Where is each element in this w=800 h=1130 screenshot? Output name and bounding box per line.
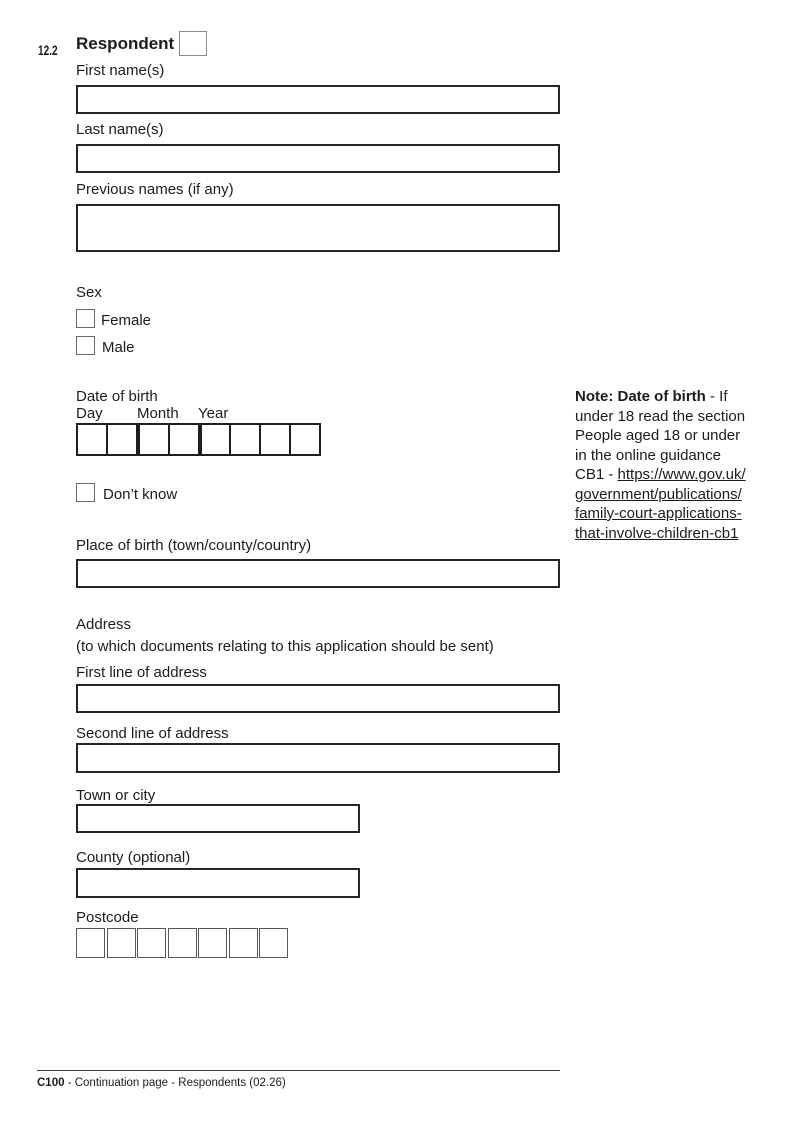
- postcode-cell-row: [76, 928, 288, 958]
- dob-year-label: Year: [198, 405, 238, 424]
- dob-dont-know-label: Don’t know: [103, 486, 178, 503]
- dob-cell[interactable]: [78, 425, 106, 454]
- place-of-birth-input[interactable]: [76, 559, 560, 588]
- postcode-cell[interactable]: [137, 928, 166, 958]
- dob-label: Date of birth: [76, 388, 158, 405]
- county-input[interactable]: [76, 868, 360, 898]
- address-line1-label: First line of address: [76, 664, 207, 681]
- dob-day-label: Day: [76, 405, 131, 424]
- postcode-cell[interactable]: [107, 928, 136, 958]
- previous-names-input[interactable]: [76, 204, 560, 252]
- footer-form-code: C100: [37, 1077, 65, 1089]
- sex-label: Sex: [76, 284, 102, 301]
- previous-names-label: Previous names (if any): [76, 181, 234, 198]
- first-name-input[interactable]: [76, 85, 560, 114]
- guidance-link[interactable]: government/publications/: [575, 485, 742, 503]
- dob-month-label: Month: [137, 405, 183, 424]
- dob-cell[interactable]: [136, 425, 168, 454]
- last-name-label: Last name(s): [76, 121, 164, 138]
- guidance-link[interactable]: family-court-applications-: [575, 505, 742, 522]
- postcode-cell[interactable]: [76, 928, 105, 958]
- item-number: 12.2: [38, 42, 58, 58]
- sex-female-label: Female: [101, 312, 152, 329]
- sex-male-label: Male: [102, 339, 135, 356]
- footer-divider: [37, 1070, 560, 1071]
- dob-cell[interactable]: [289, 425, 319, 454]
- dob-cell[interactable]: [168, 425, 198, 454]
- dob-dont-know-checkbox[interactable]: [76, 483, 95, 502]
- dob-cell[interactable]: [106, 425, 136, 454]
- dob-cell[interactable]: [259, 425, 289, 454]
- guidance-link[interactable]: https://www.gov.uk/: [617, 466, 746, 483]
- sex-female-checkbox[interactable]: [76, 309, 95, 328]
- dob-cell[interactable]: [198, 425, 230, 454]
- first-name-label: First name(s): [76, 62, 165, 79]
- respondent-number-box[interactable]: [179, 31, 207, 56]
- last-name-input[interactable]: [76, 144, 560, 173]
- county-label: County (optional): [76, 849, 191, 866]
- postcode-cell[interactable]: [259, 928, 288, 958]
- place-of-birth-label: Place of birth (town/county/country): [76, 537, 312, 554]
- address-line2-label: Second line of address: [76, 725, 229, 742]
- address-sublabel: (to which documents relating to this application should be sent): [76, 638, 494, 655]
- address-line1-input[interactable]: [76, 684, 560, 713]
- town-input[interactable]: [76, 804, 360, 833]
- postcode-label: Postcode: [76, 909, 139, 926]
- dob-cell[interactable]: [229, 425, 259, 454]
- dob-note: Note: Date of birth - If under 18 read the section People aged 18 or under in the online guidance CB1 - https://www.gov.uk/ government/publications/ family-court-applications- that-involve-children-cb1: [575, 388, 746, 542]
- town-label: Town or city: [76, 787, 314, 806]
- guidance-link[interactable]: that-involve-children-cb1: [575, 524, 739, 542]
- respondent-heading: Respondent: [76, 34, 175, 53]
- dob-cell-row: [76, 423, 321, 456]
- footer-text: [37, 1077, 286, 1089]
- postcode-cell[interactable]: [198, 928, 227, 958]
- footer-caption: - Continuation page - Respondents (02.26): [64, 1077, 286, 1089]
- postcode-cell[interactable]: [168, 928, 197, 958]
- sex-male-checkbox[interactable]: [76, 336, 95, 355]
- address-label: Address: [76, 616, 132, 633]
- address-line2-input[interactable]: [76, 743, 560, 773]
- postcode-cell[interactable]: [229, 928, 258, 958]
